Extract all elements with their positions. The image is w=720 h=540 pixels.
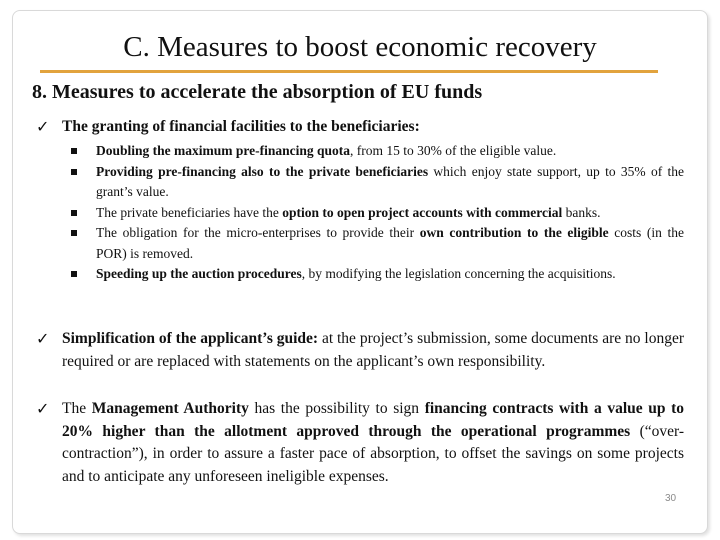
checkmark-icon: ✓ (36, 399, 50, 418)
check-item-heading (62, 116, 684, 139)
bullet-item (70, 223, 684, 264)
bullet-pre: The obligation for the micro-enterprises to provide their (96, 225, 420, 240)
bullet-bold: option to open project accounts with commercial (282, 204, 563, 220)
check-bold: Simplification of the applicant’s guide: (62, 330, 319, 347)
check-item-text (62, 398, 684, 488)
bullet-bold: Doubling the maximum pre-financing quota (96, 143, 351, 158)
check-item-management-authority (36, 398, 684, 488)
check-item-text (62, 328, 684, 373)
check-item-applicant-guide (36, 328, 684, 373)
bullet-text: banks. (562, 204, 601, 220)
square-bullet-icon (71, 230, 77, 236)
bullet-item (70, 141, 684, 162)
bullet-text: which enjoy state support, up to 35% of the grant’s value. (96, 163, 684, 199)
page-number: 30 (665, 493, 677, 504)
square-bullet-icon (71, 271, 77, 277)
check-body: (“over-contraction”), in order to assure a faster pace of absorption, to offset the savings on some projects and to anticipate any unforeseen ineligible expenses. (62, 422, 685, 485)
check-mid: has the possibility to sign (248, 400, 425, 417)
check-pre: The (62, 400, 92, 417)
check-bold: Management Authority (91, 400, 249, 417)
check-item-financial-facilities (36, 116, 684, 139)
check-bold: financing contracts with a value up to 20% higher than the allotment approved through the operational programmes (62, 400, 685, 440)
bullet-pre: The private beneficiaries have the (96, 204, 283, 220)
bullet-text: costs (in the POR) is removed. (96, 225, 684, 261)
bullet-item (70, 264, 684, 285)
bullet-item (70, 203, 684, 224)
bullet-text: , from 15 to 30% of the eligible value. (350, 143, 557, 158)
bullet-bold: Providing pre-financing also to the private beneficiaries (96, 163, 429, 179)
slide-subtitle: 8. Measures to accelerate the absorption of EU funds (32, 81, 483, 103)
heading-text: The granting of financial facilities to the beneficiaries: (62, 118, 420, 135)
bullet-bold: own contribution to the eligible (419, 225, 609, 240)
slide-title: C. Measures to boost economic recovery (123, 31, 597, 63)
checkmark-icon: ✓ (36, 329, 50, 348)
title-underline (40, 70, 658, 73)
bullet-list (70, 141, 684, 285)
bullet-text: , by modifying the legislation concerning the acquisitions. (301, 266, 616, 281)
square-bullet-icon (71, 148, 77, 154)
square-bullet-icon (71, 169, 77, 175)
bullet-item (70, 162, 684, 203)
square-bullet-icon (71, 210, 77, 216)
bullet-bold: Speeding up the auction procedures (96, 266, 302, 281)
check-body: at the project’s submission, some documents are no longer required or are replaced with statements on the applicant’s own responsibility. (62, 330, 684, 370)
checkmark-icon: ✓ (36, 117, 50, 136)
